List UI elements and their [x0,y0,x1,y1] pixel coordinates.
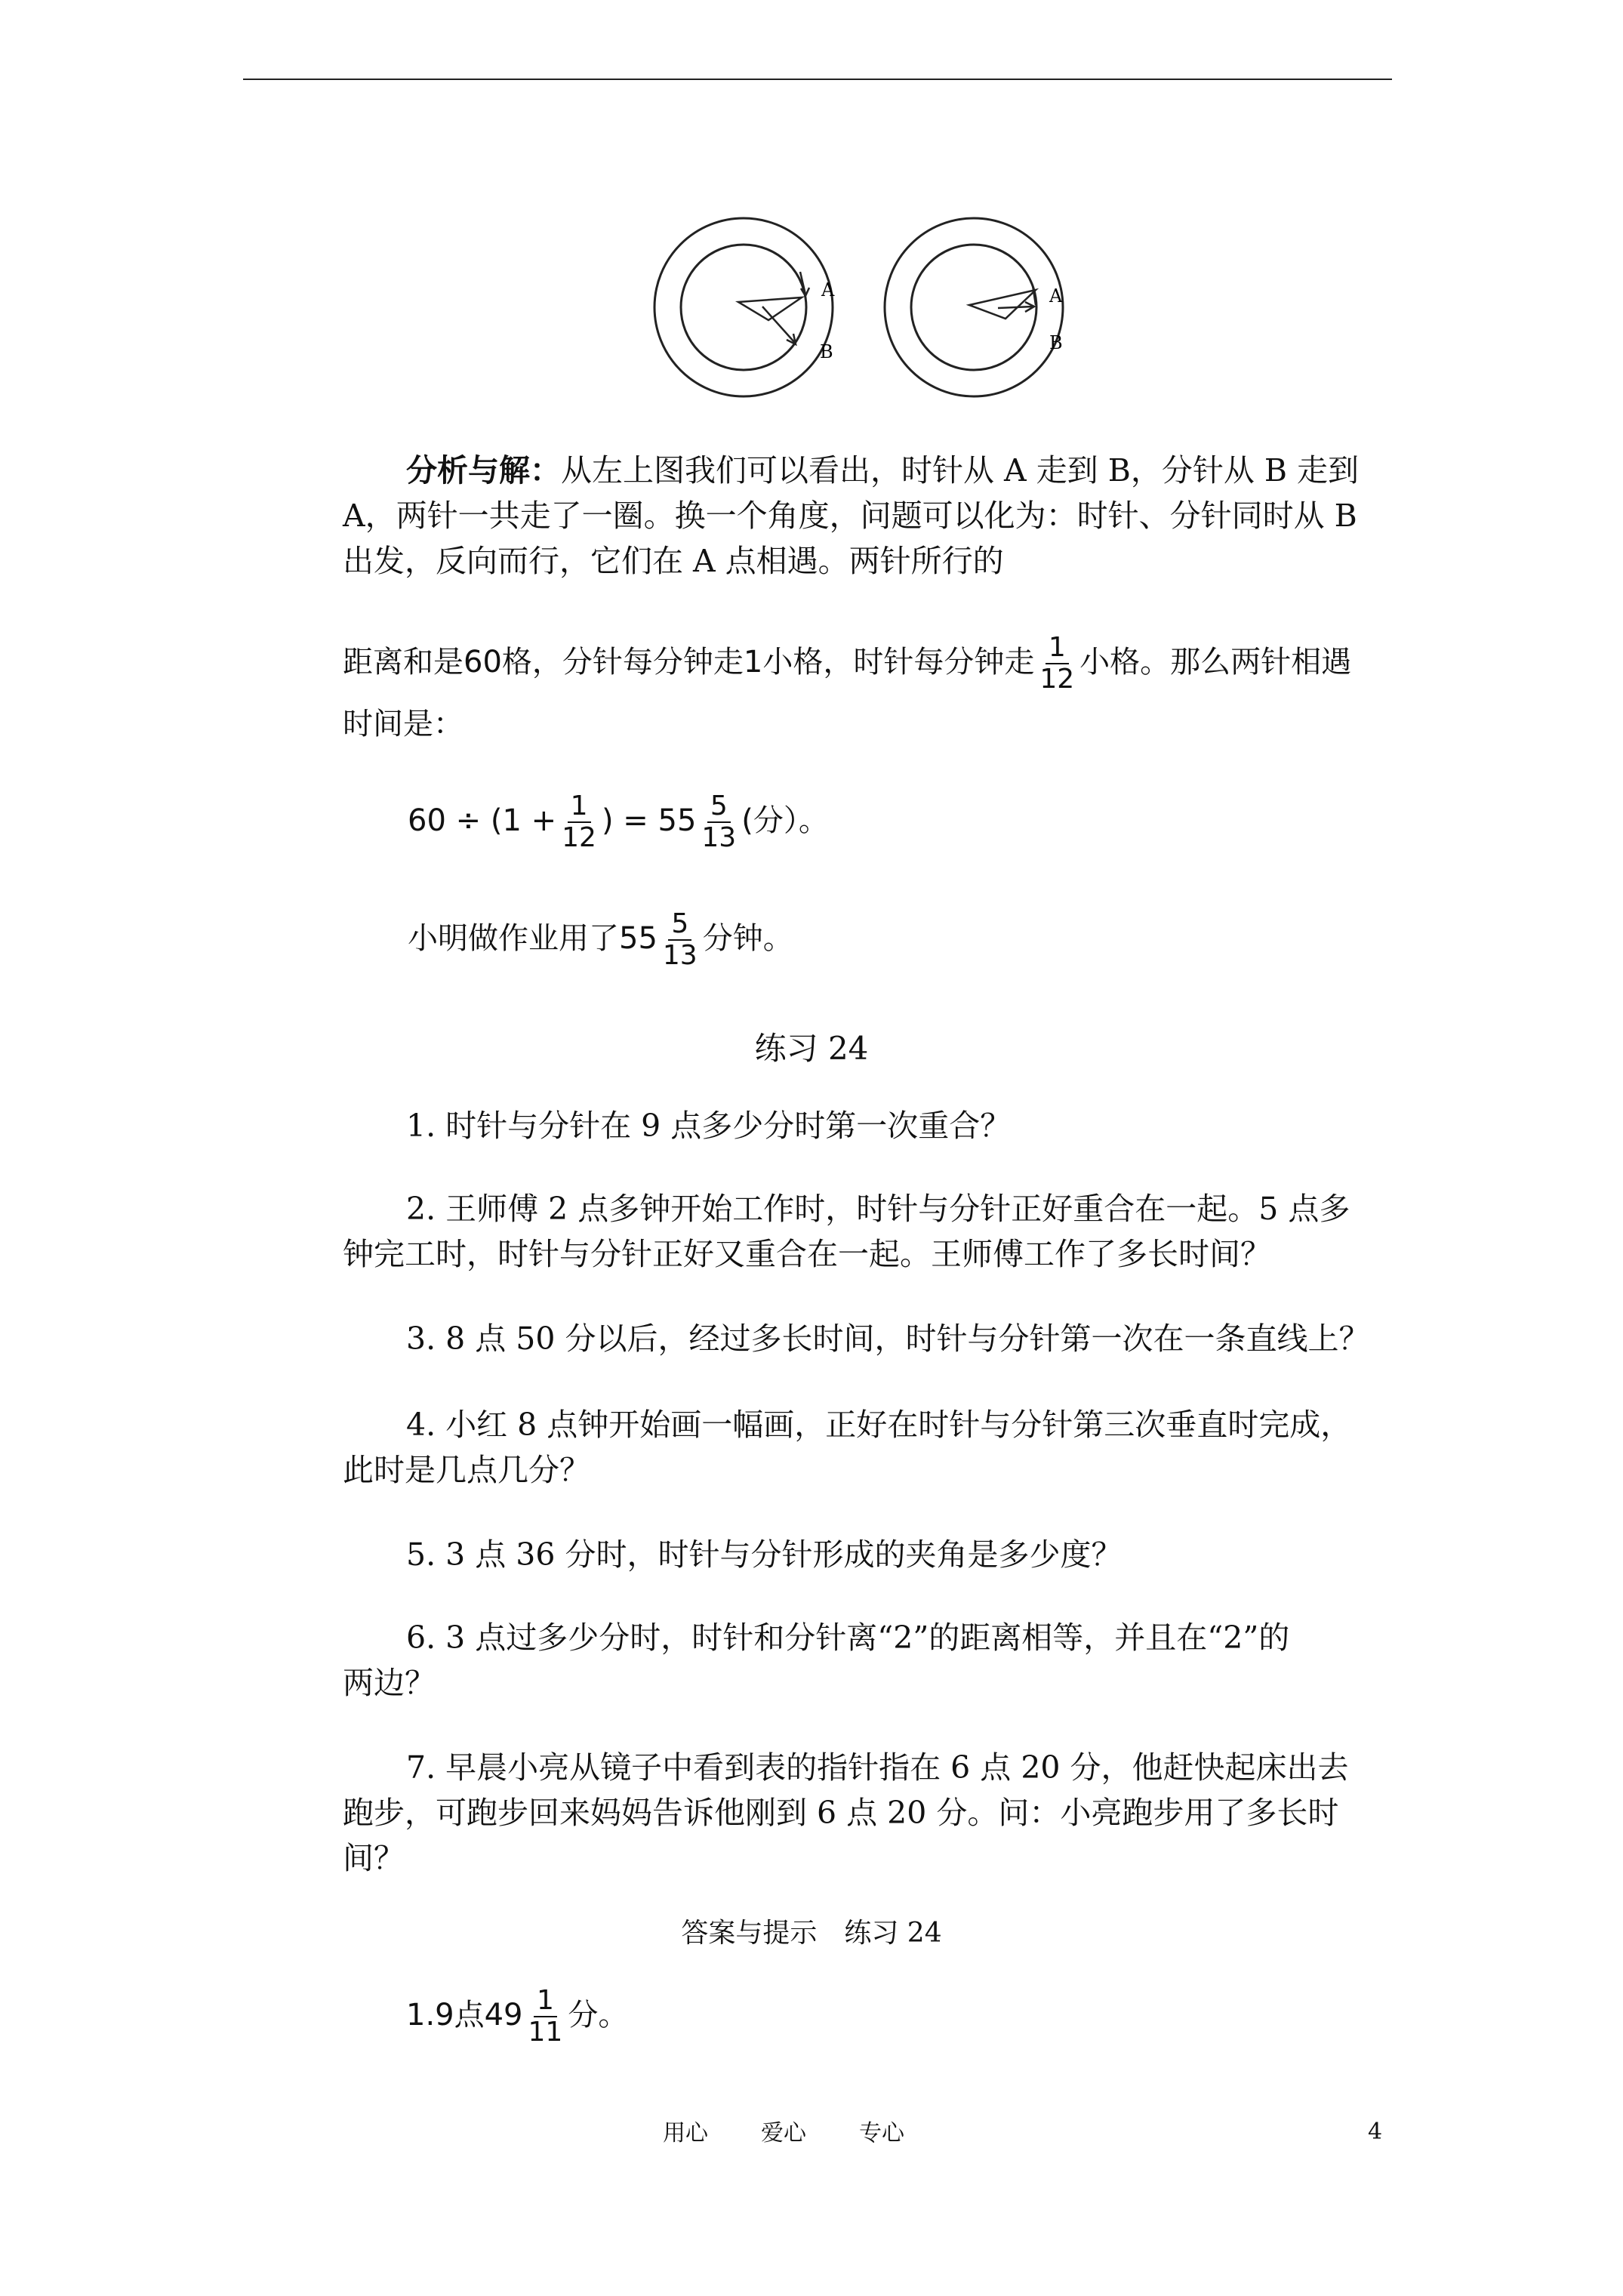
exercise-3: 3. 8 点 50 分以后，经过多长时间，时针与分针第一次在一条直线上？ [406,1321,1370,1357]
footer-item-3: 专心 [859,2120,904,2147]
fraction-denominator: 12 [1039,664,1075,695]
fraction-numerator: 1 [568,791,591,823]
exercise-7-line-2: 跑步，可跑步回来妈妈告诉他刚到 6 点 20 分。问：小亮跑步用了多长时 [343,1795,1339,1831]
analysis-line-2: A，两针一共走了一圈。换一个角度，问题可以化为：时针、分针同时从 B [343,498,1357,534]
answer-1-left: 1.9点49 [406,1998,523,2032]
fraction-numerator: 1 [1046,633,1069,664]
point-b-label-left: B [820,341,833,362]
exercise-5: 5. 3 点 36 分时，时针与分针形成的夹角是多少度？ [406,1536,1123,1573]
distance-line-2: 时间是： [343,707,463,741]
exercise-7-line-3: 间？ [343,1840,405,1876]
analysis-line-1-text: 从左上图我们可以看出，时针从 A 走到 B，分针从 B 走到 [561,452,1360,488]
exercise-2-line-2: 钟完工时，时针与分针正好又重合在一起。王师傅工作了多长时间？ [343,1236,1271,1272]
fraction-numerator: 1 [534,1986,557,2017]
formula-fraction-1 [559,791,599,853]
exercise-6-line-2: 两边？ [343,1665,436,1701]
header-rule [243,79,1392,80]
fraction-one-twelfth [1036,633,1077,695]
conclusion-fraction [660,909,701,971]
fraction-denominator: 13 [701,822,737,853]
answer-1-right: 分。 [568,1998,629,2032]
exercise-1: 1. 时针与分针在 9 点多少分时第一次重合？ [406,1108,1012,1144]
formula-right: (分）。 [741,803,829,838]
answer-1 [406,1981,628,2049]
fraction-numerator: 5 [668,909,691,941]
analysis-line-1 [406,448,1359,492]
formula-left: 60 ÷ (1 + [408,803,557,838]
distance-line [343,628,1351,696]
fraction-denominator: 11 [528,2017,563,2048]
analysis-line-3: 出发，反向而行，它们在 A 点相遇。两针所行的 [343,543,1004,579]
analysis-lead: 分析与解： [406,452,561,488]
footer-item-1: 用心 [663,2120,708,2147]
fraction-numerator: 5 [707,791,731,823]
conclusion-right: 分钟。 [702,921,793,956]
exercise-6-line-1: 6. 3 点过多少分时，时针和分针离“2”的距离相等，并且在“2”的 [406,1620,1290,1656]
point-b-label-right: B [1049,332,1063,353]
clock-figure [649,213,1079,402]
formula [408,787,829,855]
answer-1-fraction [525,1986,566,2048]
exercise-4-line-1: 4. 小红 8 点钟开始画一幅画，正好在时针与分针第三次垂直时完成， [406,1407,1352,1443]
fraction-denominator: 13 [662,940,698,971]
exercise-7-line-1: 7. 早晨小亮从镜子中看到表的指针指在 6 点 20 分，他赶快起床出去 [406,1749,1349,1786]
formula-mid: ) = 55 [601,803,697,838]
clock-right [885,218,1063,396]
answers-title: 答案与提示 练习 24 [681,1918,942,1949]
conclusion-left: 小明做作业用了55 [408,921,658,956]
exercise-2-line-1: 2. 王师傅 2 点多钟开始工作时，时针与分针正好重合在一起。5 点多 [406,1191,1350,1227]
point-a-label-left: A [821,279,835,300]
exercise-4-line-2: 此时是几点几分？ [343,1452,590,1488]
clock-left [654,218,835,396]
conclusion [408,905,793,972]
distance-text-2: 小格。那么两针相遇 [1079,645,1352,680]
footer-item-2: 爱心 [761,2120,806,2147]
fraction-denominator: 12 [562,822,596,853]
exercise-title: 练习 24 [754,1030,869,1067]
formula-fraction-2 [698,791,739,853]
point-a-label-right: A [1049,285,1063,307]
distance-text-1: 距离和是60格，分针每分钟走1小格，时针每分钟走 [343,645,1035,680]
page-number: 4 [1368,2119,1383,2145]
